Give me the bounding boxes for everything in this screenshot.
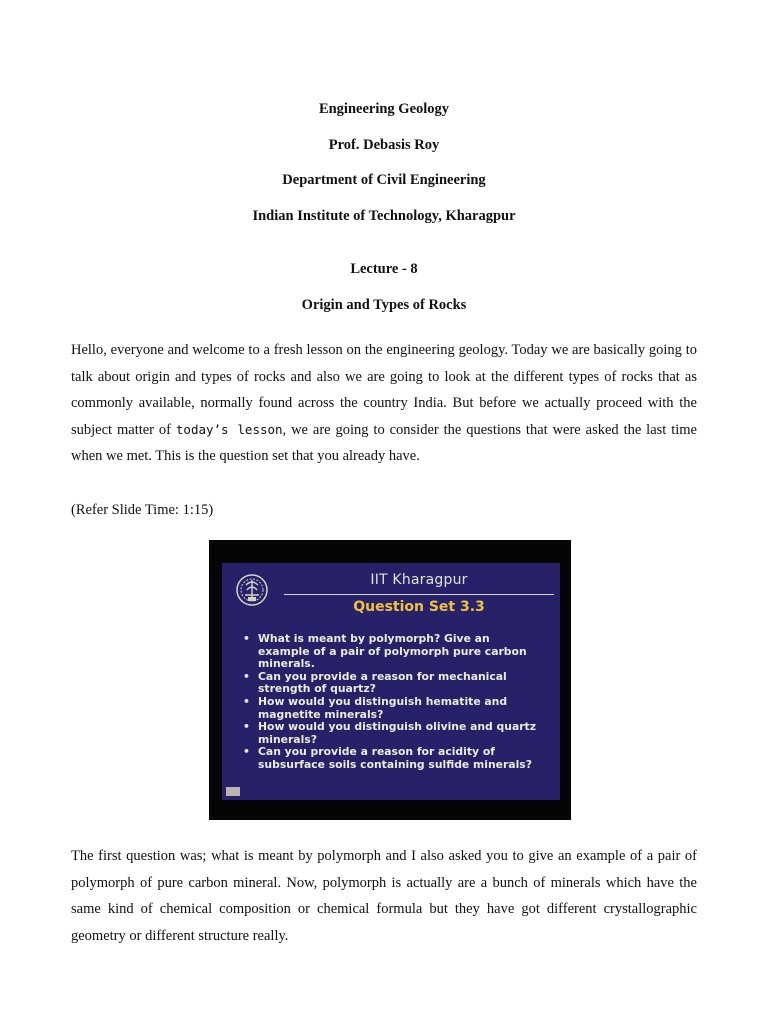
slide-question-line: minerals. xyxy=(258,657,315,671)
iit-kharagpur-emblem-icon xyxy=(235,573,269,607)
institute-name: Indian Institute of Technology, Kharagpur xyxy=(252,208,516,224)
slide-question-line: Can you provide a reason for mechanical xyxy=(258,669,507,683)
intro-text-mono: today’s lesson xyxy=(175,421,283,437)
slide-question-line: minerals? xyxy=(258,732,317,746)
slide-question-line: magnetite minerals? xyxy=(258,707,384,721)
slide-title: IIT Kharagpur xyxy=(370,572,468,588)
bullet-icon: • xyxy=(243,720,250,734)
bullet-icon: • xyxy=(243,632,250,645)
slide-corner-marker xyxy=(226,787,240,796)
slide-question-item xyxy=(240,721,552,746)
slide-question-line: How would you distinguish olivine and quartz xyxy=(258,720,537,734)
intro-text-a: Hello, everyone and welcome to a fresh lesson on the engineering geology. Today we are basically going to talk about origin and types of rocks and also we are going to look at the different types of rocks that as commonly available, normally found across the country India. But before we actually proceed with the subject matter of xyxy=(71,342,697,438)
slide-question-line: How would you distinguish hematite and xyxy=(258,694,508,708)
lecture-topic: Origin and Types of Rocks xyxy=(301,297,467,313)
course-title: Engineering Geology xyxy=(318,101,450,117)
intro-paragraph xyxy=(71,337,697,470)
professor-name: Prof. Debasis Roy xyxy=(328,137,440,153)
slide-question-line: What is meant by polymorph? Give an xyxy=(258,632,490,645)
slide-panel xyxy=(222,563,560,800)
slide-question-line: example of a pair of polymorph pure carbon xyxy=(258,644,527,658)
lecture-number: Lecture - 8 xyxy=(350,261,418,277)
answer-paragraph: The first question was; what is meant by polymorph and I also asked you to give an example of a pair of polymorph of pure carbon mineral. Now, polymorph is actually are a bunch of minerals which have the same kind of chemical composition or chemical formula but they have got different crystallographic geometry or different structure really. xyxy=(71,848,697,944)
slide-question-list xyxy=(240,633,552,772)
bullet-icon: • xyxy=(243,745,250,759)
bullet-icon: • xyxy=(243,694,250,708)
slide-subtitle: Question Set 3.3 xyxy=(353,599,485,615)
refer-slide-time: (Refer Slide Time: 1:15) xyxy=(71,502,214,518)
slide-question-line: subsurface soils containing sulfide minerals? xyxy=(258,757,532,771)
department-name: Department of Civil Engineering xyxy=(282,172,486,188)
slide-question-item xyxy=(240,633,552,671)
bullet-icon: • xyxy=(243,669,250,683)
slide-image xyxy=(209,540,571,820)
intro-text-b: , we are going to consider the questions that were asked the last time when we met. This is the question set that you already have. xyxy=(71,421,697,465)
slide-divider xyxy=(284,594,554,595)
slide-question-line: Can you provide a reason for acidity of xyxy=(258,745,495,759)
slide-question-item xyxy=(240,696,552,721)
slide-question-item xyxy=(240,746,552,771)
slide-question-line: strength of quartz? xyxy=(258,682,376,696)
slide-question-item xyxy=(240,671,552,696)
